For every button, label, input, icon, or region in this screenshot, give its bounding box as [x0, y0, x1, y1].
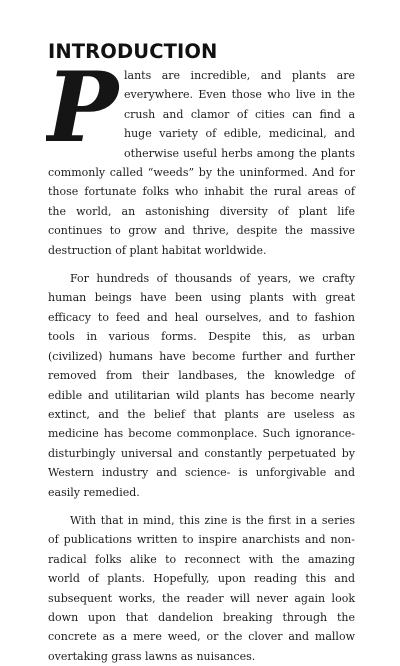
- intro-paragraph-1: [48, 66, 355, 260]
- drop-cap-letter: P: [46, 68, 119, 150]
- intro-paragraph-2: For hundreds of thousands of years, we crafty human beings have been using plants with great efficacy to feed and heal ourselves, and to fashion tools in various forms. Despite this, as urban (civilized) humans have become further and further removed from their landbases, the knowledge of edible and utilitarian wild plants has become nearly extinct, and the belief that plants are useless as medicine has become commonplace. Such ignorance- disturbingly universal and constantly perpetuated by Western industry and science- is unforgivable and easily remedied.: [48, 272, 355, 499]
- page-title: INTRODUCTION: [48, 40, 218, 63]
- intro-paragraph-1-text: lants are incredible, and plants are everywhere. Even those who live in the crush and clamor of cities can find a huge variety of edible, medicinal, and otherwise useful herbs among the plants commonly called “weeds” by the uninformed. And for those fortunate folks who inhabit the rural areas of the world, an astonishing diversity of plant life continues to grow and thrive, despite the massive destruction of plant habitat worldwide.: [48, 69, 355, 257]
- intro-paragraph-3: With that in mind, this zine is the first in a series of publications written to inspire anarchists and non-radical folks alike to reconnect with the amazing world of plants. Hopefully, upon reading this and subsequent works, the reader will never again look down upon that dandelion breaking through the concrete as a mere weed, or the clover and mallow overtaking grass lawns as nuisances.: [48, 513, 355, 663]
- page: [48, 40, 355, 666]
